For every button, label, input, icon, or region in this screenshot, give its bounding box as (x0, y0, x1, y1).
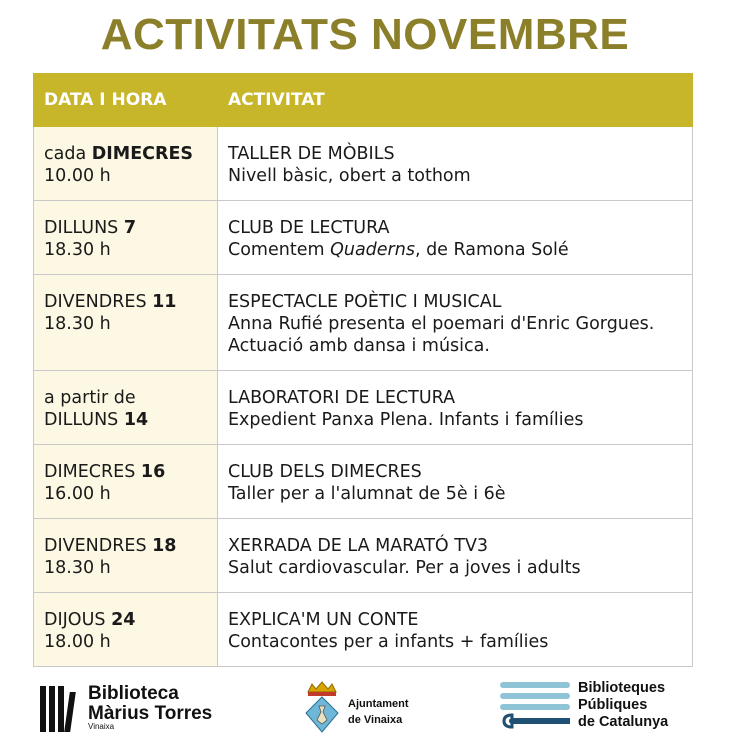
activity-title: CLUB DE LECTURA (228, 218, 390, 238)
table-row (34, 445, 693, 519)
coat-of-arms-icon (302, 680, 342, 736)
date-day: 24 (111, 610, 136, 630)
date-cell (34, 593, 218, 667)
activity-title: EXPLICA'M UN CONTE (228, 610, 419, 630)
date-day: 16 (140, 462, 166, 482)
date-prefix: DIVENDRES (44, 292, 153, 312)
activity-description: Taller per a l'alumnat de 5è i 6è (228, 484, 506, 504)
date-time: 18.30 h (44, 314, 111, 334)
header-date: DATA I HORA (34, 74, 218, 127)
logo-text: Públiques (578, 697, 648, 713)
date-prefix: DIVENDRES (44, 536, 153, 556)
activity-cell (218, 371, 693, 445)
table-row (34, 371, 693, 445)
date-day: 14 (123, 410, 149, 430)
activity-title: LABORATORI DE LECTURA (228, 388, 456, 408)
description-text: , de Ramona Solé (414, 240, 569, 260)
library-bars-icon (40, 686, 80, 732)
date-time: 18.00 h (44, 632, 111, 652)
date-time: 16.00 h (44, 484, 111, 504)
date-prefix: DIJOUS (44, 610, 112, 630)
logo-text: de Catalunya (578, 714, 669, 730)
date-cell (34, 445, 218, 519)
header-activity: ACTIVITAT (218, 74, 693, 127)
date-cell (34, 127, 218, 201)
book-title: Quaderns (330, 240, 415, 260)
activity-description: Contacontes per a infants + famílies (228, 632, 549, 652)
open-book-icon (500, 680, 572, 730)
logo-text: Ajuntament (348, 698, 409, 710)
date-cell (34, 519, 218, 593)
activity-cell (218, 275, 693, 371)
activity-title: ESPECTACLE POÈTIC I MUSICAL (228, 292, 502, 312)
date-cell (34, 275, 218, 371)
date-prefix: cada (44, 144, 92, 164)
date-day: 11 (152, 292, 177, 312)
logo-text: de Vinaixa (348, 714, 403, 726)
date-day: DIMECRES (91, 144, 194, 164)
date-day: 7 (123, 218, 137, 238)
activity-cell (218, 593, 693, 667)
date-time: 10.00 h (44, 166, 111, 186)
activity-cell (218, 519, 693, 593)
activity-cell (218, 127, 693, 201)
table-row (34, 201, 693, 275)
logo-text: Biblioteca (88, 683, 179, 704)
description-text: Comentem (228, 240, 331, 260)
page-title: ACTIVITATS NOVEMBRE (100, 10, 630, 59)
date-prefix: DILLUNS (44, 218, 124, 238)
activity-title: CLUB DELS DIMECRES (228, 462, 422, 482)
table-row (34, 127, 693, 201)
date-time: 18.30 h (44, 240, 111, 260)
date-cell (34, 201, 218, 275)
activity-cell (218, 201, 693, 275)
date-prefix-line: a partir de (44, 388, 136, 408)
date-prefix: DIMECRES (44, 462, 141, 482)
activity-description: Anna Rufié presenta el poemari d'Enric Gorgues. Actuació amb dansa i música. (228, 314, 655, 356)
activity-description: Expedient Panxa Plena. Infants i famílies (228, 410, 584, 430)
activity-cell (218, 445, 693, 519)
logo-text: Màrius Torres (88, 703, 213, 724)
date-time: 18.30 h (44, 558, 111, 578)
activity-description: Nivell bàsic, obert a tothom (228, 166, 471, 186)
logo-subtext: Vinaixa (88, 722, 115, 731)
activity-description: Salut cardiovascular. Per a joves i adults (228, 558, 581, 578)
activity-description (228, 239, 682, 261)
activities-table (33, 73, 693, 667)
logo-text: Biblioteques (578, 680, 666, 696)
date-cell (34, 371, 218, 445)
date-day: 18 (152, 536, 177, 556)
table-row (34, 275, 693, 371)
activity-title: XERRADA DE LA MARATÓ TV3 (228, 536, 489, 556)
table-row (34, 519, 693, 593)
table-header-row (34, 74, 693, 127)
date-prefix: DILLUNS (44, 410, 124, 430)
activity-title: TALLER DE MÒBILS (228, 144, 395, 164)
table-row (34, 593, 693, 667)
